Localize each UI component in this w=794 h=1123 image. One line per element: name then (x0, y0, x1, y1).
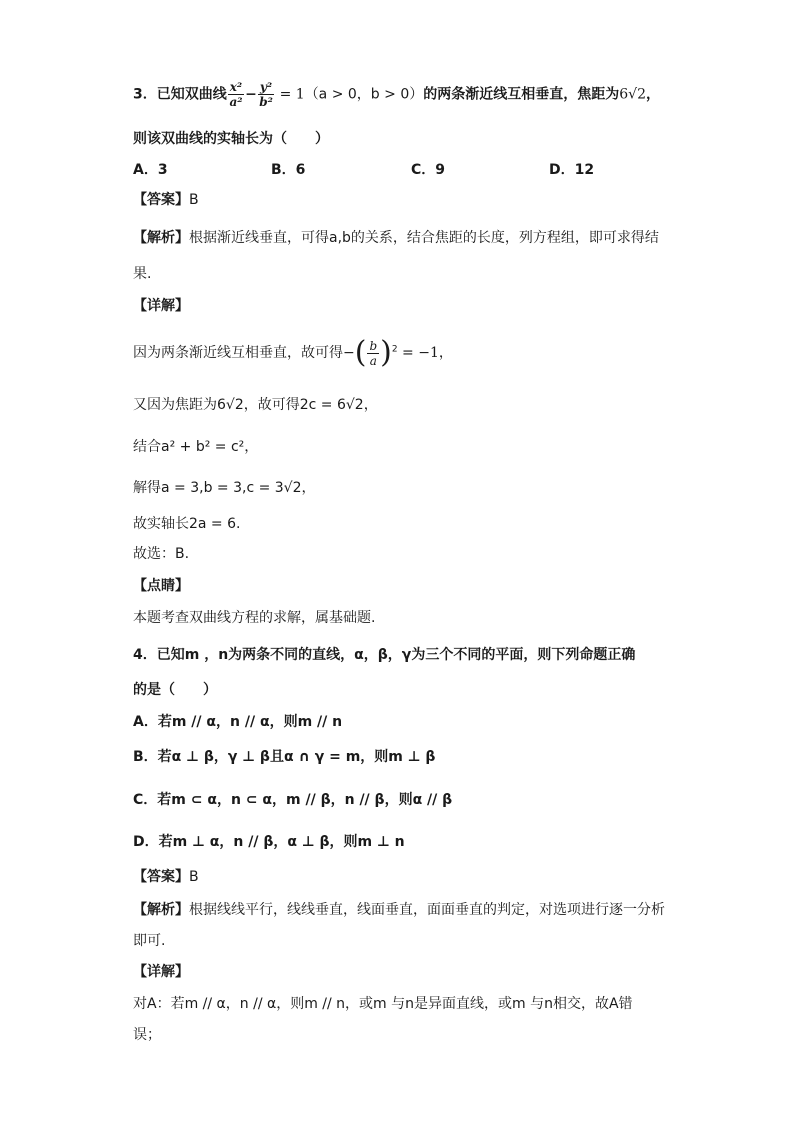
q4-detail-2: 误； (133, 1027, 161, 1043)
q3-comment: 本题考查双曲线方程的求解，属基础题. (133, 610, 376, 626)
q4-option-b: B．若α ⊥ β，γ ⊥ β且α ∩ γ = m，则m ⊥ β (133, 749, 436, 765)
q3-detail-6: 故选：B. (133, 546, 190, 562)
q3-detail-tag: 【详解】 (133, 298, 189, 314)
y2-over-b2: $\frac{\text{y²}}{\text{b²}}$ (259, 80, 273, 109)
q3-option-a: A．3 (133, 162, 168, 178)
q3-detail-3: 结合a² + b² = c²， (133, 439, 259, 455)
q4-detail-tag: 【详解】 (133, 964, 189, 980)
q3-detail-5: 故实轴长2a = 6. (133, 516, 241, 532)
q3-stem-line2: 则该双曲线的实轴长为（ ） (133, 131, 329, 147)
q4-stem-line1: 4．已知m ，n为两条不同的直线，α，β，γ为三个不同的平面，则下列命题正确 (133, 647, 636, 663)
q4-stem-line2: 的是（ ） (133, 682, 217, 698)
q4-analysis-line2: 即可. (133, 933, 166, 949)
q4-detail-1: 对A：若m // α，n // α，则m // n，或m 与n是异面直线，或m 与n相交，故A错 (133, 996, 633, 1012)
q4-option-c: C．若m ⊂ α，n ⊂ α，m // β，n // β，则α // β (133, 792, 453, 808)
q4-option-a: A．若m // α，n // α，则m // n (133, 714, 343, 730)
q3-answer: 【答案】B (133, 192, 199, 208)
q3-detail-4: 解得a = 3,b = 3,c = 3√2， (133, 480, 316, 496)
q3-option-c: C．9 (411, 162, 446, 178)
q3-detail-2: 又因为焦距为6√2，故可得2c = 6√2， (133, 397, 378, 413)
q4-analysis-line1: 【解析】根据线线平行，线线垂直，线面垂直，面面垂直的判定，对选项进行逐一分析 (133, 902, 665, 918)
q4-option-d: D．若m ⊥ α，n // β，α ⊥ β，则m ⊥ n (133, 834, 405, 850)
q3-lead: 3．已知双曲线 (133, 86, 227, 103)
x2-over-a2: $\frac{\text{x²}}{\text{a²}}$ (229, 80, 243, 109)
q4-answer: 【答案】B (133, 869, 199, 885)
q3-analysis-line1: 【解析】根据渐近线垂直，可得a,b的关系，结合焦距的长度，列方程组，即可求得结 (133, 230, 659, 246)
q3-option-d: D．12 (549, 162, 595, 178)
q3-comment-tag: 【点睛】 (133, 578, 189, 594)
q3-detail-1: 因为两条渐近线互相垂直，故可得−( $\frac{b}{a}$ )$^2$ = −1， (133, 335, 453, 370)
q3-stem-line1: 3．已知双曲线 $\frac{\text{x²}}{\text{a²}}$ − $\frac{\text{y²}}{\text{b²}}$ = 1（a > 0，b > 0）的两条渐近线互相垂直，焦距为6√2， (133, 80, 660, 109)
q3-analysis-line2: 果. (133, 266, 152, 282)
q3-option-b: B．6 (271, 162, 306, 178)
